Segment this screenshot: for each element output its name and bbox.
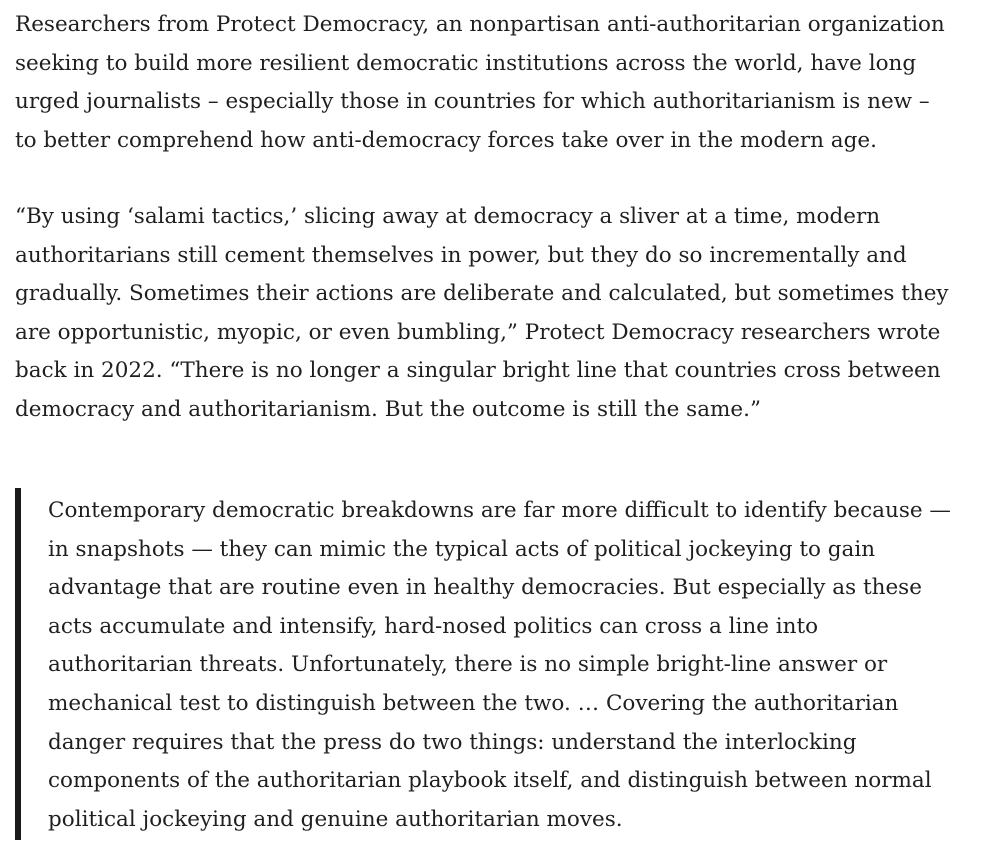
paragraph-line: gradually. Sometimes their actions are deliberate and calculated, but sometimes they <box>15 281 949 306</box>
blockquote-line: danger requires that the press do two things: understand the interlocking <box>48 729 857 755</box>
paragraph-line: back in 2022. “There is no longer a singular bright line that countries cross between <box>15 358 941 383</box>
blockquote-line: advantage that are routine even in healthy democracies. But especially as these <box>48 575 922 601</box>
paragraph-line: seeking to build more resilient democratic institutions across the world, have long <box>15 50 917 76</box>
blockquote-line: authoritarian threats. Unfortunately, there is no simple bright-line answer or <box>48 652 888 678</box>
blockquote <box>15 488 990 840</box>
paragraph-line: authoritarians still cement themselves in power, but they do so incrementally and <box>15 242 907 268</box>
blockquote-line: Contemporary democratic breakdowns are far more difficult to identify because — <box>48 498 951 523</box>
blockquote-line: components of the authoritarian playbook itself, and distinguish between normal <box>48 768 932 794</box>
paragraph-line: Researchers from Protect Democracy, an nonpartisan anti-authoritarian organization <box>15 12 945 37</box>
blockquote-line: political jockeying and genuine authoritarian moves. <box>48 806 623 832</box>
paragraph-line: “By using ‘salami tactics,’ slicing away at democracy a sliver at a time, modern <box>15 204 881 229</box>
blockquote-text <box>48 492 990 839</box>
blockquote-line: mechanical test to distinguish between the two. … Covering the authoritarian <box>48 690 899 716</box>
paragraph-line: democracy and authoritarianism. But the outcome is still the same.” <box>15 396 761 422</box>
paragraph-line: urged journalists – especially those in countries for which authoritarianism is new – <box>15 89 930 114</box>
blockquote-line: acts accumulate and intensify, hard-nosed politics can cross a line into <box>48 613 819 639</box>
paragraph-protect-democracy-intro <box>15 6 990 160</box>
article-body <box>15 6 990 429</box>
blockquote-line: in snapshots — they can mimic the typical acts of political jockeying to gain <box>48 536 876 562</box>
paragraph-line: are opportunistic, myopic, or even bumbling,” Protect Democracy researchers wrote <box>15 319 941 345</box>
paragraph-line: to better comprehend how anti-democracy forces take over in the modern age. <box>15 127 877 153</box>
paragraph-salami-tactics-quote <box>15 198 990 429</box>
